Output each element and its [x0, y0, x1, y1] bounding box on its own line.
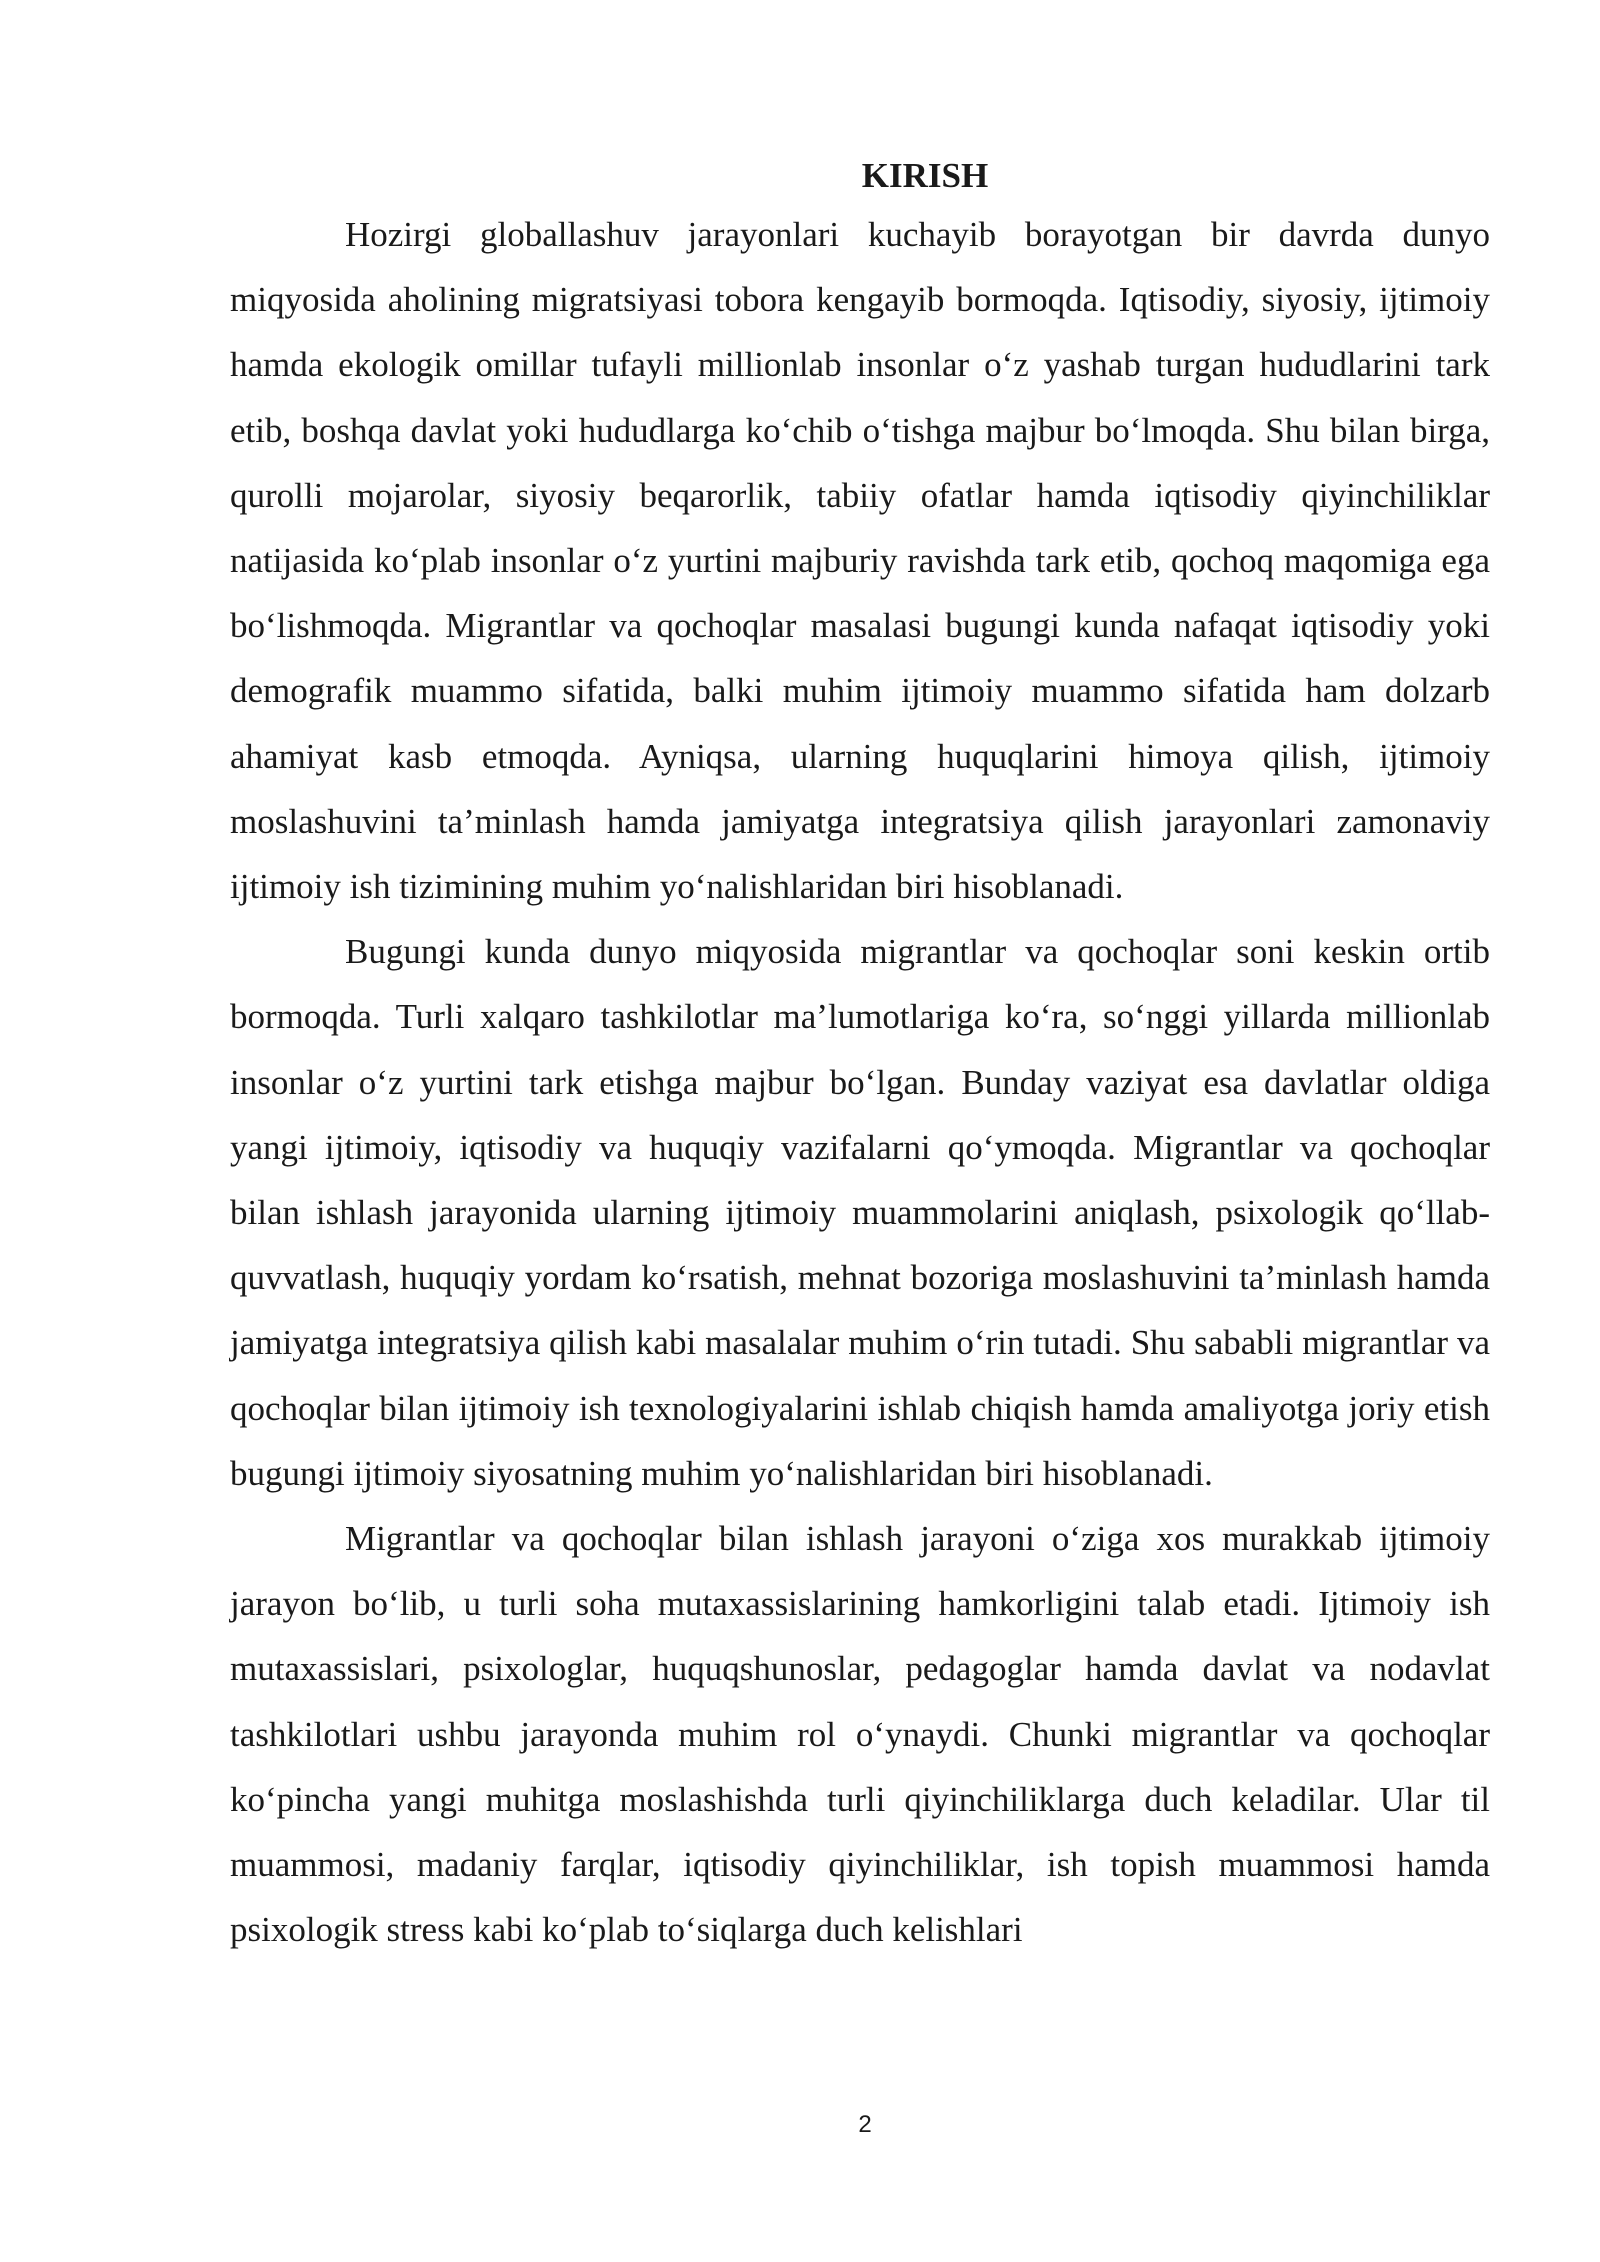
paragraph-1: Hozirgi globallashuv jarayonlari kuchayib borayotgan bir davrda dunyo miqyosida aholining migratsiyasi tobora kengayib bormoqda. Iqtisodiy, siyosiy, ijtimoiy hamda ekologik omillar tufayli millionlab insonlar o‘z yashab turgan hududlarini tark etib, boshqa davlat yoki hududlarga ko‘chib o‘tishga majbur bo‘lmoqda. Shu bilan birga, qurolli mojarolar, siyosiy beqarorlik, tabiiy ofatlar hamda iqtisodiy qiyinchiliklar natijasida ko‘plab insonlar o‘z yurtini majburiy ravishda tark etib, qochoq maqomiga ega bo‘lishmoqda. Migrantlar va qochoqlar masalasi bugungi kunda nafaqat iqtisodiy yoki demografik muammo sifatida, balki muhim ijtimoiy muammo sifatida ham dolzarb ahamiyat kasb etmoqda. Ayniqsa, ularning huquqlarini himoya qilish, ijtimoiy moslashuvini ta’minlash hamda jamiyatga integratsiya qilish jarayonlari zamonaviy ijtimoiy ish tizimining muhim yo‘nalishlaridan biri hisoblanadi. — [230, 215, 1490, 907]
section-title: KIRISH — [861, 156, 989, 195]
page-content — [230, 150, 1490, 1962]
page-number: 2 — [858, 2111, 872, 2138]
paragraph-3: Migrantlar va qochoqlar bilan ishlash jarayoni o‘ziga xos murakkab ijtimoiy jarayon bo‘lib, u turli soha mutaxassislarining hamkorligini talab etadi. Ijtimoiy ish mutaxassislari, psixologlar, huquqshunoslar, pedagoglar hamda davlat va nodavlat tashkilotlari ushbu jarayonda muhim rol o‘ynaydi. Chunki migrantlar va qochoqlar ko‘pincha yangi muhitga moslashishda turli qiyinchiliklarga duch keladilar. Ular til muammosi, madaniy farqlar, iqtisodiy qiyinchiliklar, ish topish muammosi hamda psixologik stress kabi ko‘plab to‘siqlarga duch kelishlari — [230, 1519, 1490, 1950]
paragraph-2: Bugungi kunda dunyo miqyosida migrantlar va qochoqlar soni keskin ortib bormoqda. Turli xalqaro tashkilotlar ma’lumotlariga ko‘ra, so‘nggi yillarda millionlab insonlar o‘z yurtini tark etishga majbur bo‘lgan. Bunday vaziyat esa davlatlar oldiga yangi ijtimoiy, iqtisodiy va huquqiy vazifalarni qo‘ymoqda. Migrantlar va qochoqlar bilan ishlash jarayonida ularning ijtimoiy muammolarini aniqlash, psixologik qo‘llab-quvvatlash, huquqiy yordam ko‘rsatish, mehnat bozoriga moslashuvini ta’minlash hamda jamiyatga integratsiya qilish kabi masalalar muhim o‘rin tutadi. Shu sababli migrantlar va qochoqlar bilan ijtimoiy ish texnologiyalarini ishlab chiqish hamda amaliyotga joriy etish bugungi ijtimoiy siyosatning muhim yo‘nalishlaridan biri hisoblanadi. — [230, 932, 1490, 1493]
